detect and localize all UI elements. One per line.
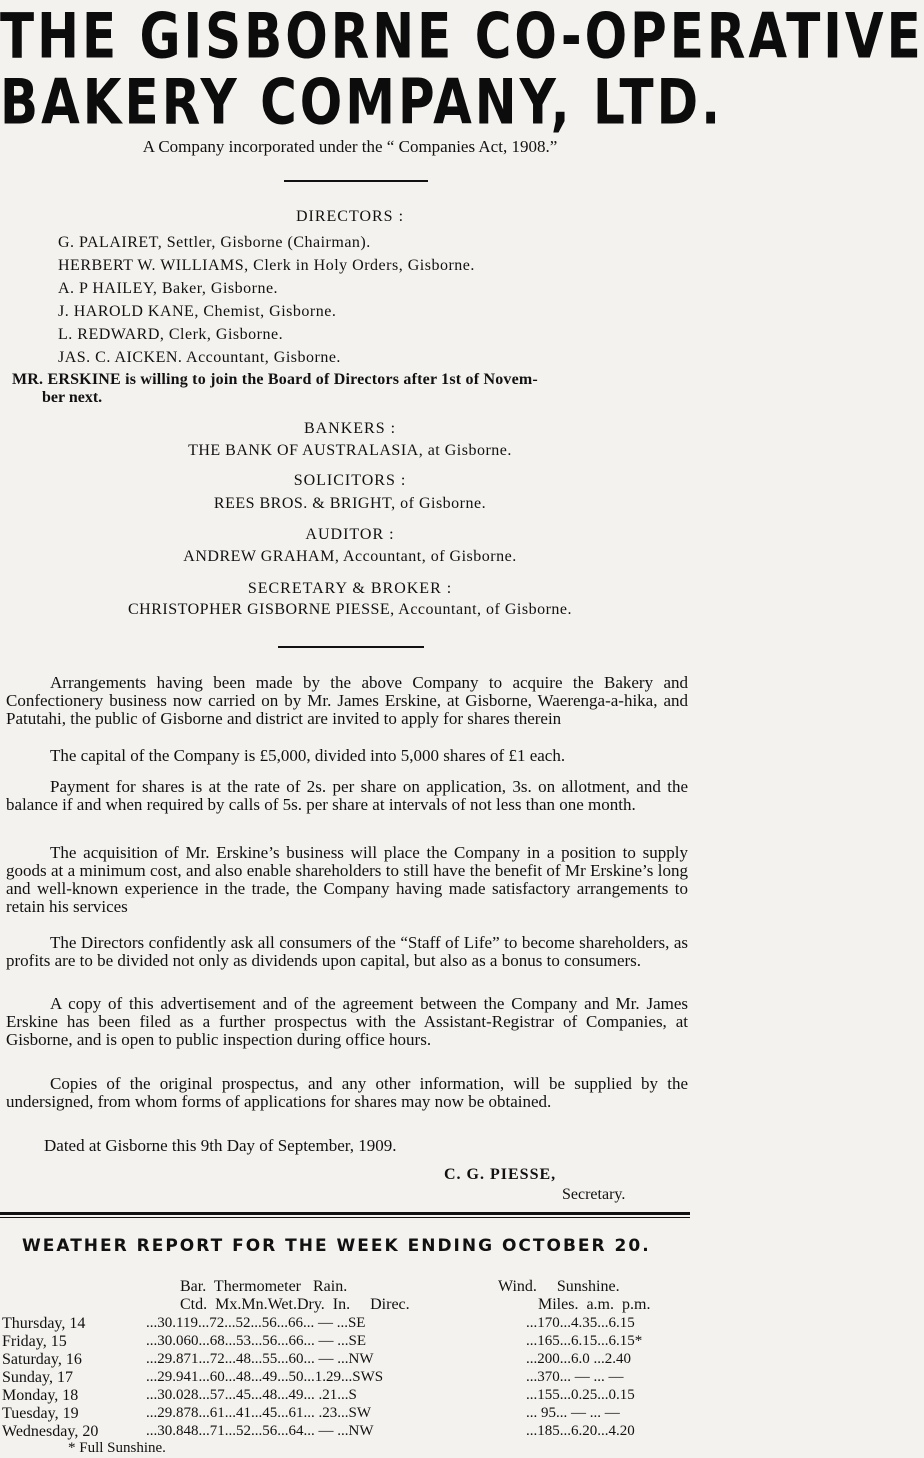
secretary-heading: SECRETARY & BROKER : — [247, 580, 453, 597]
director-3: A. P HAILEY, Baker, Gisborne. — [58, 280, 279, 297]
weather-row-wind: ...200...6.0 ...2.40 — [526, 1351, 631, 1367]
weather-footnote: * Full Sunshine. — [68, 1440, 166, 1456]
weather-row-wind: ...185...6.20...4.20 — [526, 1423, 635, 1439]
paragraph-5: The Directors confidently ask all consumers of the “Staff of Life” to become shareholders, as profits are to be divided not only as dividends upon capital, but also as a bonus to consumers. — [6, 933, 688, 970]
headline-line-1: THE GISBORNE CO-OPERATIVE — [0, 0, 924, 73]
weather-header-1-left: Bar. Thermometer Rain. — [180, 1278, 348, 1295]
paragraph-7: Copies of the original prospectus, and any other information, will be supplied by the undersigned, from whom forms of applications for shares may now be obtained. — [6, 1074, 688, 1111]
signature-name: C. G. PIESSE, — [444, 1166, 557, 1183]
weather-row-data: ...29.941...60...48...49...50...1.29...SWS — [146, 1369, 384, 1385]
signature-title: Secretary. — [562, 1186, 626, 1203]
subtitle: A Company incorporated under the “ Companies Act, 1908.” — [142, 137, 558, 156]
weather-header-2-left: Ctd. Mx.Mn.Wet.Dry. In. Direc. — [180, 1296, 410, 1313]
paragraph-2: The capital of the Company is £5,000, divided into 5,000 shares of £1 each. — [50, 746, 566, 765]
weather-title: WEATHER REPORT FOR THE WEEK ENDING OCTOBER 20. — [22, 1236, 651, 1256]
weather-row-data: ...30.060...68...53...56...66... — ...SE — [146, 1333, 367, 1349]
weather-row-wind: ... 95... — ... — — [526, 1405, 620, 1421]
erskine-note-line-1: MR. ERSKINE is willing to join the Board of Directors after 1st of Novem- — [12, 371, 538, 388]
bankers-heading: BANKERS : — [303, 420, 397, 437]
weather-row-wind: ...370... — ... — — [526, 1369, 624, 1385]
secretary-text: CHRISTOPHER GISBORNE PIESSE, Accountant, of Gisborne. — [128, 601, 572, 618]
bankers-text: THE BANK OF AUSTRALASIA, at Gisborne. — [188, 442, 512, 459]
weather-row-data: ...29.878...61...41...45...61... .23...SW — [146, 1405, 371, 1421]
headline-line-2: BAKERY COMPANY, LTD. — [0, 66, 724, 139]
weather-row-data: ...30.848...71...52...56...64... — ...NW — [146, 1423, 374, 1439]
weather-row-data: ...29.871...72...48...55...60... — ...NW — [146, 1351, 374, 1367]
paragraph-1: Arrangements having been made by the above Company to acquire the Bakery and Confectionery business now carried on by Mr. James Erskine, at Gisborne, Waerenga-a-hika, and Patutahi, the public of Gisborne and district are invited to apply for shares therein — [6, 673, 688, 728]
weather-rule-bottom — [0, 1217, 690, 1218]
erskine-note-line-2: ber next. — [42, 389, 103, 406]
paragraph-6: A copy of this advertisement and of the agreement between the Company and Mr. James Erskine has been filed as a further prospectus with the Assistant-Registrar of Companies, at Gisborne, and is open to public inspection during office hours. — [6, 994, 688, 1049]
weather-row-data: ...30.028...57...45...48...49... .21...S — [146, 1387, 357, 1403]
weather-row-wind: ...155...0.25...0.15 — [526, 1387, 635, 1403]
director-4: J. HAROLD KANE, Chemist, Gisborne. — [58, 303, 337, 320]
weather-row-day: Sunday, 17 — [2, 1369, 73, 1386]
weather-row-day: Monday, 18 — [2, 1387, 79, 1404]
director-6: JAS. C. AICKEN. Accountant, Gisborne. — [58, 349, 341, 366]
weather-row-wind: ...170...4.35...6.15 — [526, 1315, 635, 1331]
weather-row-day: Wednesday, 20 — [2, 1423, 99, 1440]
weather-row-data: ...30.119...72...52...56...66... — ...SE — [146, 1315, 366, 1331]
weather-row-day: Saturday, 16 — [2, 1351, 82, 1368]
dated-line: Dated at Gisborne this 9th Day of September, 1909. — [44, 1136, 397, 1155]
solicitors-text: REES BROS. & BRIGHT, of Gisborne. — [213, 495, 487, 512]
directors-heading: DIRECTORS : — [295, 208, 405, 225]
weather-rule-top — [0, 1212, 690, 1215]
weather-row-day: Friday, 15 — [2, 1333, 67, 1350]
paragraph-4: The acquisition of Mr. Erskine’s business will place the Company in a position to supply goods at a minimum cost, and also enable shareholders to still have the benefit of Mr Erskine’s long and well-known experience in the trade, the Company having made satisfactory arrangements to retain his services — [6, 843, 688, 916]
director-5: L. REDWARD, Clerk, Gisborne. — [58, 326, 284, 343]
weather-row-day: Tuesday, 19 — [2, 1405, 79, 1422]
weather-header-1-right: Wind. Sunshine. — [498, 1278, 620, 1295]
auditor-heading: AUDITOR : — [305, 526, 395, 543]
weather-row-wind: ...165...6.15...6.15* — [526, 1333, 643, 1349]
paragraph-3: Payment for shares is at the rate of 2s. per share on application, 3s. on allotment, and the balance if and when required by calls of 5s. per share at intervals of not less than one month. — [6, 777, 688, 814]
auditor-text: ANDREW GRAHAM, Accountant, of Gisborne. — [183, 548, 517, 565]
solicitors-heading: SOLICITORS : — [293, 472, 407, 489]
weather-header-2-right: Miles. a.m. p.m. — [538, 1296, 651, 1313]
weather-row-day: Thursday, 14 — [2, 1315, 86, 1332]
divider-1 — [284, 180, 428, 182]
director-1: G. PALAIRET, Settler, Gisborne (Chairman). — [58, 234, 371, 251]
director-2: HERBERT W. WILLIAMS, Clerk in Holy Orders, Gisborne. — [58, 257, 475, 274]
divider-2 — [278, 646, 424, 648]
